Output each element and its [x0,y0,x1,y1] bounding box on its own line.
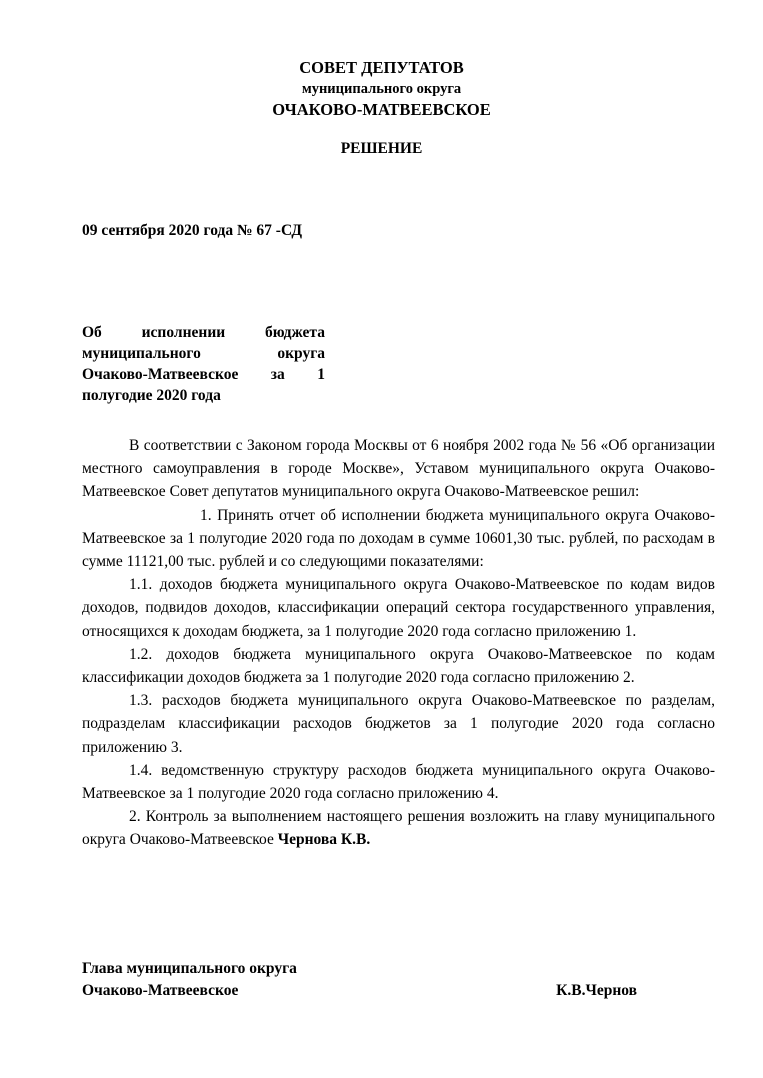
item-2-text: 2. Контроль за выполнением настоящего решения возложить на главу муниципального округа Очаково-Матвеевское [82,808,715,849]
signatory-name: К.В.Чернов [556,982,637,999]
item-1-2-paragraph: 1.2. доходов бюджета муниципального округа Очаково-Матвеевское по кодам классификации доходов бюджета за 1 полугодие 2020 года согласно приложению 2. [82,645,715,687]
item-2-paragraph [82,805,715,851]
signatory-title-line: Глава муниципального округа [82,960,297,977]
subject-line: муниципального округа [82,345,325,362]
signatory-title-line: Очаково-Матвеевское [82,982,239,999]
decision-date-number: 09 сентября 2020 года № 67 -СД [82,222,303,239]
item-1-3-paragraph: 1.3. расходов бюджета муниципального округа Очаково-Матвеевское по разделам, подразделам классификации расходов бюджетов за 1 полугодие 2020 года согласно приложению 3. [82,692,715,756]
council-heading: СОВЕТ ДЕПУТАТОВ [299,58,464,77]
municipal-subheading: муниципального округа [301,81,462,97]
subject-line: Об исполнении бюджета [82,324,325,341]
intro-paragraph: В соответствии с Законом города Москвы от 6 ноября 2002 года № 56 «Об организации местного самоуправления в городе Москве», Уставом муниципального округа Очаково-Матвеевское Совет депутатов муниципального округа Очаково-Матвеевское решил: [82,437,715,501]
decision-heading: РЕШЕНИЕ [340,140,423,157]
subject-line: полугодие 2020 года [82,387,221,404]
item-1-1-paragraph: 1.1. доходов бюджета муниципального округа Очаково-Матвеевское по кодам видов доходов, подвидов доходов, классификации операций сектора государственного управления, относящихся к доходам бюджета, за 1 полугодие 2020 года согласно приложению 1. [82,576,715,640]
decision-body [82,434,715,852]
decision-subject [82,322,325,406]
district-heading: ОЧАКОВО-МАТВЕЕВСКОЕ [272,100,491,119]
subject-line: Очаково-Матвеевское за 1 [82,366,325,383]
signature-row [82,980,637,1002]
item-1-4-paragraph: 1.4. ведомственную структуру расходов бюджета муниципального округа Очаково-Матвеевское за 1 полугодие 2020 года согласно приложению 4. [82,761,715,803]
item-1-paragraph: 1. Принять отчет об исполнении бюджета муниципального округа Очаково-Матвеевское за 1 полугодие 2020 года по доходам в сумме 10601,30 тыс. рублей, по расходам в сумме 11121,00 тыс. рублей и со следующими показателями: [82,506,715,571]
signature-block [82,958,637,1002]
item-2-responsible-name: Чернова К.В. [277,831,371,849]
